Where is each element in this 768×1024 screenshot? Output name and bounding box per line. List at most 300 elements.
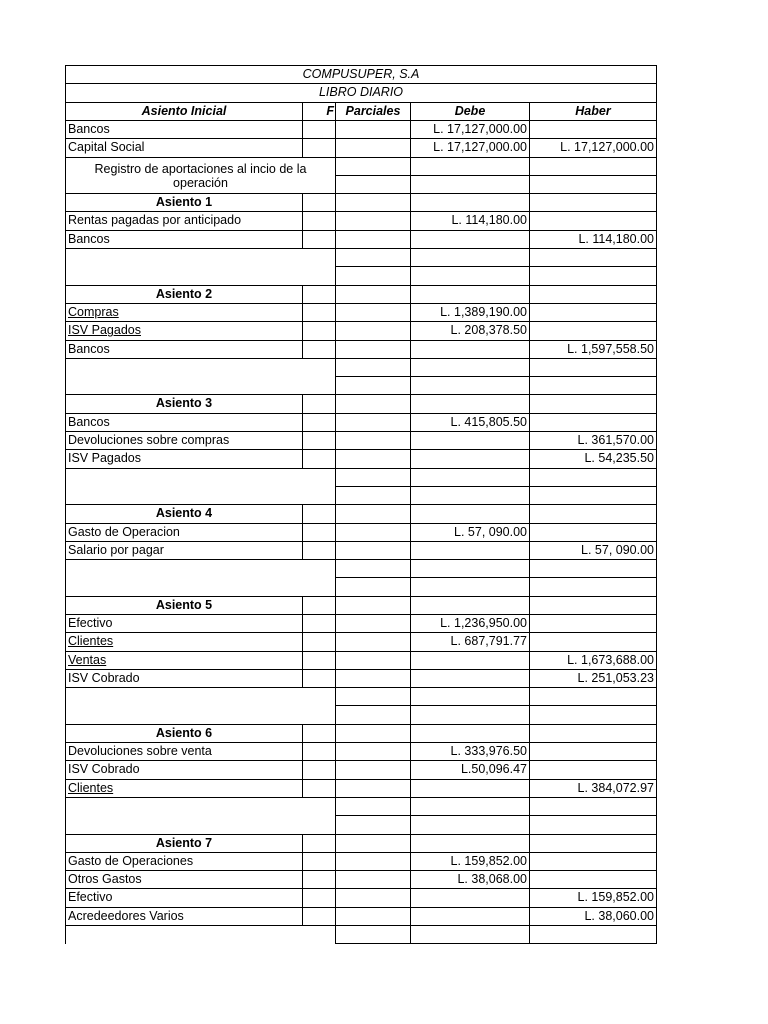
grid-vline	[410, 523, 411, 542]
grid-vline	[656, 193, 657, 212]
asiento-label: Asiento 2	[155, 287, 213, 302]
grid-vline	[65, 248, 66, 286]
grid-vline	[65, 468, 66, 505]
grid-vline	[529, 120, 530, 139]
company-name: COMPUSUPER, S.A	[302, 67, 420, 82]
grid-vline	[302, 394, 303, 414]
grid-vline	[656, 65, 657, 84]
debe-amount: L. 333,976.50	[450, 744, 527, 759]
folio-cell	[303, 652, 335, 669]
folio-cell	[303, 853, 335, 870]
account-label: Ventas	[68, 653, 107, 668]
grid-vline	[302, 285, 303, 304]
asiento-label: Asiento 5	[155, 598, 213, 613]
grid-vline	[335, 852, 336, 871]
grid-vline	[656, 797, 657, 835]
grid-vline	[656, 669, 657, 688]
grid-vline	[529, 797, 530, 835]
haber-amount: L. 1,673,688.00	[567, 653, 654, 668]
account-label: Clientes	[68, 634, 114, 649]
folio-cell	[303, 542, 335, 559]
grid-hline	[335, 266, 657, 267]
grid-vline	[302, 431, 303, 450]
folio-cell	[303, 524, 335, 541]
grid-vline	[335, 285, 336, 304]
folio-cell	[303, 121, 335, 138]
grid-vline	[410, 431, 411, 450]
grid-vline	[335, 541, 336, 560]
grid-vline	[65, 523, 66, 542]
grid-vline	[656, 211, 657, 231]
grid-vline	[65, 925, 66, 944]
grid-vline	[656, 614, 657, 633]
grid-vline	[65, 541, 66, 560]
grid-vline	[529, 211, 530, 231]
grid-vline	[65, 449, 66, 469]
grid-vline	[410, 559, 411, 597]
grid-vline	[302, 340, 303, 359]
grid-vline	[410, 614, 411, 633]
folio-cell	[303, 908, 335, 925]
grid-vline	[302, 724, 303, 743]
grid-vline	[410, 413, 411, 432]
haber-amount	[530, 121, 656, 138]
haber-amount: L. 159,852.00	[577, 890, 654, 905]
grid-vline	[656, 760, 657, 780]
grid-vline	[656, 83, 657, 103]
grid-vline	[410, 120, 411, 139]
parciales-cell	[336, 121, 410, 138]
account-name	[66, 121, 302, 138]
parciales-cell	[336, 304, 410, 321]
debe-amount	[411, 231, 529, 248]
account-name	[66, 304, 302, 321]
grid-vline	[65, 742, 66, 761]
grid-vline	[656, 852, 657, 871]
grid-vline	[410, 797, 411, 835]
parciales-cell	[336, 542, 410, 559]
grid-vline	[656, 596, 657, 615]
grid-vline	[410, 779, 411, 798]
grid-hline	[335, 943, 657, 944]
parciales-cell	[336, 139, 410, 156]
book-title: LIBRO DIARIO	[318, 85, 404, 100]
grid-vline	[529, 687, 530, 725]
account-label: ISV Pagados	[68, 451, 141, 466]
grid-vline	[302, 138, 303, 158]
grid-vline	[410, 742, 411, 761]
account-label: Bancos	[68, 415, 110, 430]
grid-vline	[335, 888, 336, 908]
grid-vline	[410, 504, 411, 524]
grid-vline	[302, 614, 303, 633]
grid-vline	[335, 559, 336, 597]
grid-vline	[335, 760, 336, 780]
account-label: ISV Pagados	[68, 323, 141, 338]
grid-vline	[65, 907, 66, 926]
grid-vline	[65, 888, 66, 908]
haber-amount: L. 38,060.00	[584, 909, 654, 924]
parciales-cell	[336, 908, 410, 925]
account-name	[66, 670, 302, 687]
grid-vline	[302, 193, 303, 212]
parciales-cell	[336, 414, 410, 431]
grid-vline	[335, 138, 336, 158]
folio-cell	[303, 341, 335, 358]
grid-vline	[410, 596, 411, 615]
grid-vline	[529, 888, 530, 908]
haber-amount	[530, 524, 656, 541]
grid-vline	[65, 230, 66, 249]
account-name	[66, 542, 302, 559]
folio-cell	[303, 871, 335, 888]
grid-vline	[335, 394, 336, 414]
grid-hline	[335, 486, 657, 487]
account-name	[66, 780, 302, 797]
grid-vline	[335, 907, 336, 926]
debe-amount	[411, 450, 529, 467]
haber-amount: L. 17,127,000.00	[560, 140, 654, 155]
haber-amount	[530, 304, 656, 321]
grid-vline	[335, 120, 336, 139]
haber-amount	[530, 414, 656, 431]
grid-vline	[302, 760, 303, 780]
debe-amount: L. 1,389,190.00	[440, 305, 527, 320]
account-name	[66, 524, 302, 541]
grid-vline	[529, 925, 530, 944]
grid-vline	[410, 230, 411, 249]
grid-vline	[65, 504, 66, 524]
grid-vline	[656, 559, 657, 597]
grid-vline	[65, 596, 66, 615]
parciales-cell	[336, 670, 410, 687]
grid-vline	[529, 724, 530, 743]
grid-vline	[65, 651, 66, 670]
grid-vline	[529, 413, 530, 432]
grid-vline	[410, 340, 411, 359]
grid-vline	[656, 413, 657, 432]
grid-vline	[65, 870, 66, 889]
folio-cell	[303, 322, 335, 339]
grid-hline	[65, 925, 657, 926]
grid-vline	[65, 724, 66, 743]
grid-vline	[65, 669, 66, 688]
folio-cell	[303, 889, 335, 906]
account-label: Otros Gastos	[68, 872, 142, 887]
grid-hline	[335, 815, 657, 816]
account-label: Efectivo	[68, 616, 113, 631]
grid-hline	[65, 468, 657, 469]
haber-amount	[530, 853, 656, 870]
account-label: Devoluciones sobre compras	[68, 433, 230, 448]
account-label: Gasto de Operacion	[68, 525, 180, 540]
grid-vline	[410, 834, 411, 853]
grid-vline	[302, 303, 303, 322]
debe-amount	[411, 780, 529, 797]
grid-vline	[65, 321, 66, 341]
grid-vline	[335, 248, 336, 286]
grid-vline	[529, 541, 530, 560]
grid-hline	[335, 376, 657, 377]
haber-amount: L. 1,597,558.50	[567, 342, 654, 357]
account-name	[66, 871, 302, 888]
grid-vline	[410, 285, 411, 304]
grid-vline	[65, 852, 66, 871]
grid-hline	[65, 687, 657, 688]
grid-vline	[529, 523, 530, 542]
grid-vline	[335, 523, 336, 542]
grid-vline	[656, 742, 657, 761]
grid-vline	[302, 413, 303, 432]
grid-vline	[302, 230, 303, 249]
grid-vline	[529, 651, 530, 670]
grid-vline	[529, 907, 530, 926]
folio-cell	[303, 780, 335, 797]
folio-cell	[303, 450, 335, 467]
grid-vline	[302, 120, 303, 139]
grid-vline	[529, 102, 530, 121]
grid-vline	[656, 632, 657, 652]
grid-vline	[410, 651, 411, 670]
grid-vline	[656, 431, 657, 450]
debe-amount: L. 57, 090.00	[454, 525, 527, 540]
grid-vline	[529, 669, 530, 688]
grid-vline	[656, 504, 657, 524]
grid-vline	[302, 541, 303, 560]
grid-vline	[656, 907, 657, 926]
grid-hline	[335, 175, 657, 176]
grid-hline	[335, 577, 657, 578]
debe-amount: L. 159,852.00	[450, 854, 527, 869]
grid-vline	[335, 193, 336, 212]
grid-vline	[302, 852, 303, 871]
grid-hline	[65, 559, 657, 560]
grid-vline	[529, 230, 530, 249]
grid-vline	[410, 541, 411, 560]
grid-vline	[656, 138, 657, 158]
haber-amount	[530, 871, 656, 888]
grid-vline	[656, 340, 657, 359]
grid-vline	[65, 834, 66, 853]
grid-vline	[335, 651, 336, 670]
debe-amount: L. 17,127,000.00	[433, 122, 527, 137]
grid-vline	[335, 779, 336, 798]
grid-vline	[302, 834, 303, 853]
grid-vline	[410, 687, 411, 725]
debe-amount	[411, 670, 529, 687]
grid-vline	[656, 120, 657, 139]
account-label: Capital Social	[68, 140, 145, 155]
grid-vline	[65, 65, 66, 84]
grid-vline	[410, 303, 411, 322]
grid-hline	[65, 358, 657, 359]
debe-amount: L. 114,180.00	[451, 213, 527, 228]
grid-vline	[529, 449, 530, 469]
grid-vline	[410, 760, 411, 780]
grid-vline	[335, 321, 336, 341]
folio-cell	[303, 414, 335, 431]
account-name	[66, 889, 302, 906]
header-parciales: Parciales	[345, 104, 401, 119]
account-name	[66, 633, 302, 650]
account-name	[66, 615, 302, 632]
grid-vline	[65, 760, 66, 780]
debe-amount: L. 687,791.77	[450, 634, 527, 649]
account-label: Devoluciones sobre venta	[68, 744, 212, 759]
grid-vline	[335, 340, 336, 359]
grid-vline	[335, 230, 336, 249]
haber-amount: L. 54,235.50	[584, 451, 654, 466]
grid-vline	[656, 394, 657, 414]
account-label: Bancos	[68, 122, 110, 137]
grid-vline	[302, 907, 303, 926]
account-label: Bancos	[68, 232, 110, 247]
grid-vline	[529, 779, 530, 798]
grid-vline	[529, 248, 530, 286]
grid-vline	[410, 724, 411, 743]
grid-vline	[302, 102, 303, 121]
grid-vline	[335, 687, 336, 725]
grid-vline	[302, 779, 303, 798]
grid-vline	[656, 285, 657, 304]
grid-vline	[65, 431, 66, 450]
grid-vline	[335, 413, 336, 432]
asiento-label: Asiento 1	[155, 195, 213, 210]
haber-amount: L. 384,072.97	[577, 781, 654, 796]
parciales-cell	[336, 432, 410, 449]
grid-vline	[529, 431, 530, 450]
account-name	[66, 450, 302, 467]
folio-cell	[303, 231, 335, 248]
account-name	[66, 432, 302, 449]
parciales-cell	[336, 615, 410, 632]
grid-vline	[656, 870, 657, 889]
parciales-cell	[336, 652, 410, 669]
header-haber: Haber	[575, 104, 611, 119]
grid-vline	[335, 596, 336, 615]
folio-cell	[303, 761, 335, 778]
grid-vline	[65, 797, 66, 835]
account-name	[66, 231, 302, 248]
account-name	[66, 652, 302, 669]
folio-cell	[303, 743, 335, 760]
folio-cell	[303, 633, 335, 650]
grid-vline	[302, 651, 303, 670]
grid-vline	[656, 303, 657, 322]
grid-vline	[410, 321, 411, 341]
grid-vline	[656, 230, 657, 249]
grid-vline	[410, 888, 411, 908]
grid-vline	[410, 193, 411, 212]
grid-hline	[335, 705, 657, 706]
debe-amount	[411, 432, 529, 449]
grid-vline	[529, 138, 530, 158]
grid-vline	[302, 632, 303, 652]
parciales-cell	[336, 761, 410, 778]
account-name	[66, 322, 302, 339]
parciales-cell	[336, 633, 410, 650]
parciales-cell	[336, 450, 410, 467]
asiento-label: Asiento 4	[155, 506, 213, 521]
grid-vline	[302, 669, 303, 688]
asiento-label: Asiento 3	[155, 396, 213, 411]
grid-vline	[65, 687, 66, 725]
grid-vline	[65, 285, 66, 304]
grid-vline	[65, 358, 66, 395]
grid-vline	[410, 394, 411, 414]
grid-hline	[65, 248, 657, 249]
grid-hline	[65, 797, 657, 798]
parciales-cell	[336, 853, 410, 870]
debe-amount: L. 208,378.50	[450, 323, 527, 338]
haber-amount: L. 57, 090.00	[581, 543, 654, 558]
account-label: Gasto de Operaciones	[68, 854, 194, 869]
grid-vline	[656, 321, 657, 341]
grid-vline	[529, 742, 530, 761]
grid-vline	[529, 870, 530, 889]
grid-vline	[410, 138, 411, 158]
grid-vline	[529, 834, 530, 853]
grid-vline	[656, 102, 657, 121]
haber-amount	[530, 743, 656, 760]
grid-vline	[65, 138, 66, 158]
parciales-cell	[336, 322, 410, 339]
folio-cell	[303, 212, 335, 229]
grid-vline	[529, 614, 530, 633]
grid-vline	[302, 870, 303, 889]
account-name	[66, 139, 302, 156]
grid-vline	[529, 596, 530, 615]
grid-vline	[302, 504, 303, 524]
haber-amount: L. 251,053.23	[577, 671, 654, 686]
asiento-label: Asiento 6	[155, 726, 213, 741]
haber-amount	[530, 615, 656, 632]
grid-vline	[529, 852, 530, 871]
parciales-cell	[336, 231, 410, 248]
grid-vline	[529, 559, 530, 597]
grid-vline	[335, 724, 336, 743]
grid-vline	[410, 632, 411, 652]
account-name	[66, 908, 302, 925]
grid-vline	[65, 413, 66, 432]
grid-vline	[65, 211, 66, 231]
debe-amount	[411, 908, 529, 925]
grid-vline	[656, 449, 657, 469]
folio-cell	[303, 304, 335, 321]
grid-vline	[335, 102, 336, 121]
grid-vline	[335, 797, 336, 835]
grid-vline	[529, 760, 530, 780]
grid-vline	[656, 523, 657, 542]
grid-vline	[65, 83, 66, 103]
account-name	[66, 853, 302, 870]
grid-vline	[65, 193, 66, 212]
folio-cell	[303, 670, 335, 687]
account-label: Compras	[68, 305, 119, 320]
grid-vline	[302, 321, 303, 341]
account-name	[66, 341, 302, 358]
debe-amount	[411, 652, 529, 669]
folio-cell	[303, 432, 335, 449]
grid-vline	[302, 742, 303, 761]
grid-vline	[65, 559, 66, 597]
grid-vline	[410, 852, 411, 871]
grid-vline	[335, 504, 336, 524]
grid-vline	[529, 303, 530, 322]
debe-amount	[411, 889, 529, 906]
grid-vline	[529, 504, 530, 524]
grid-vline	[410, 870, 411, 889]
